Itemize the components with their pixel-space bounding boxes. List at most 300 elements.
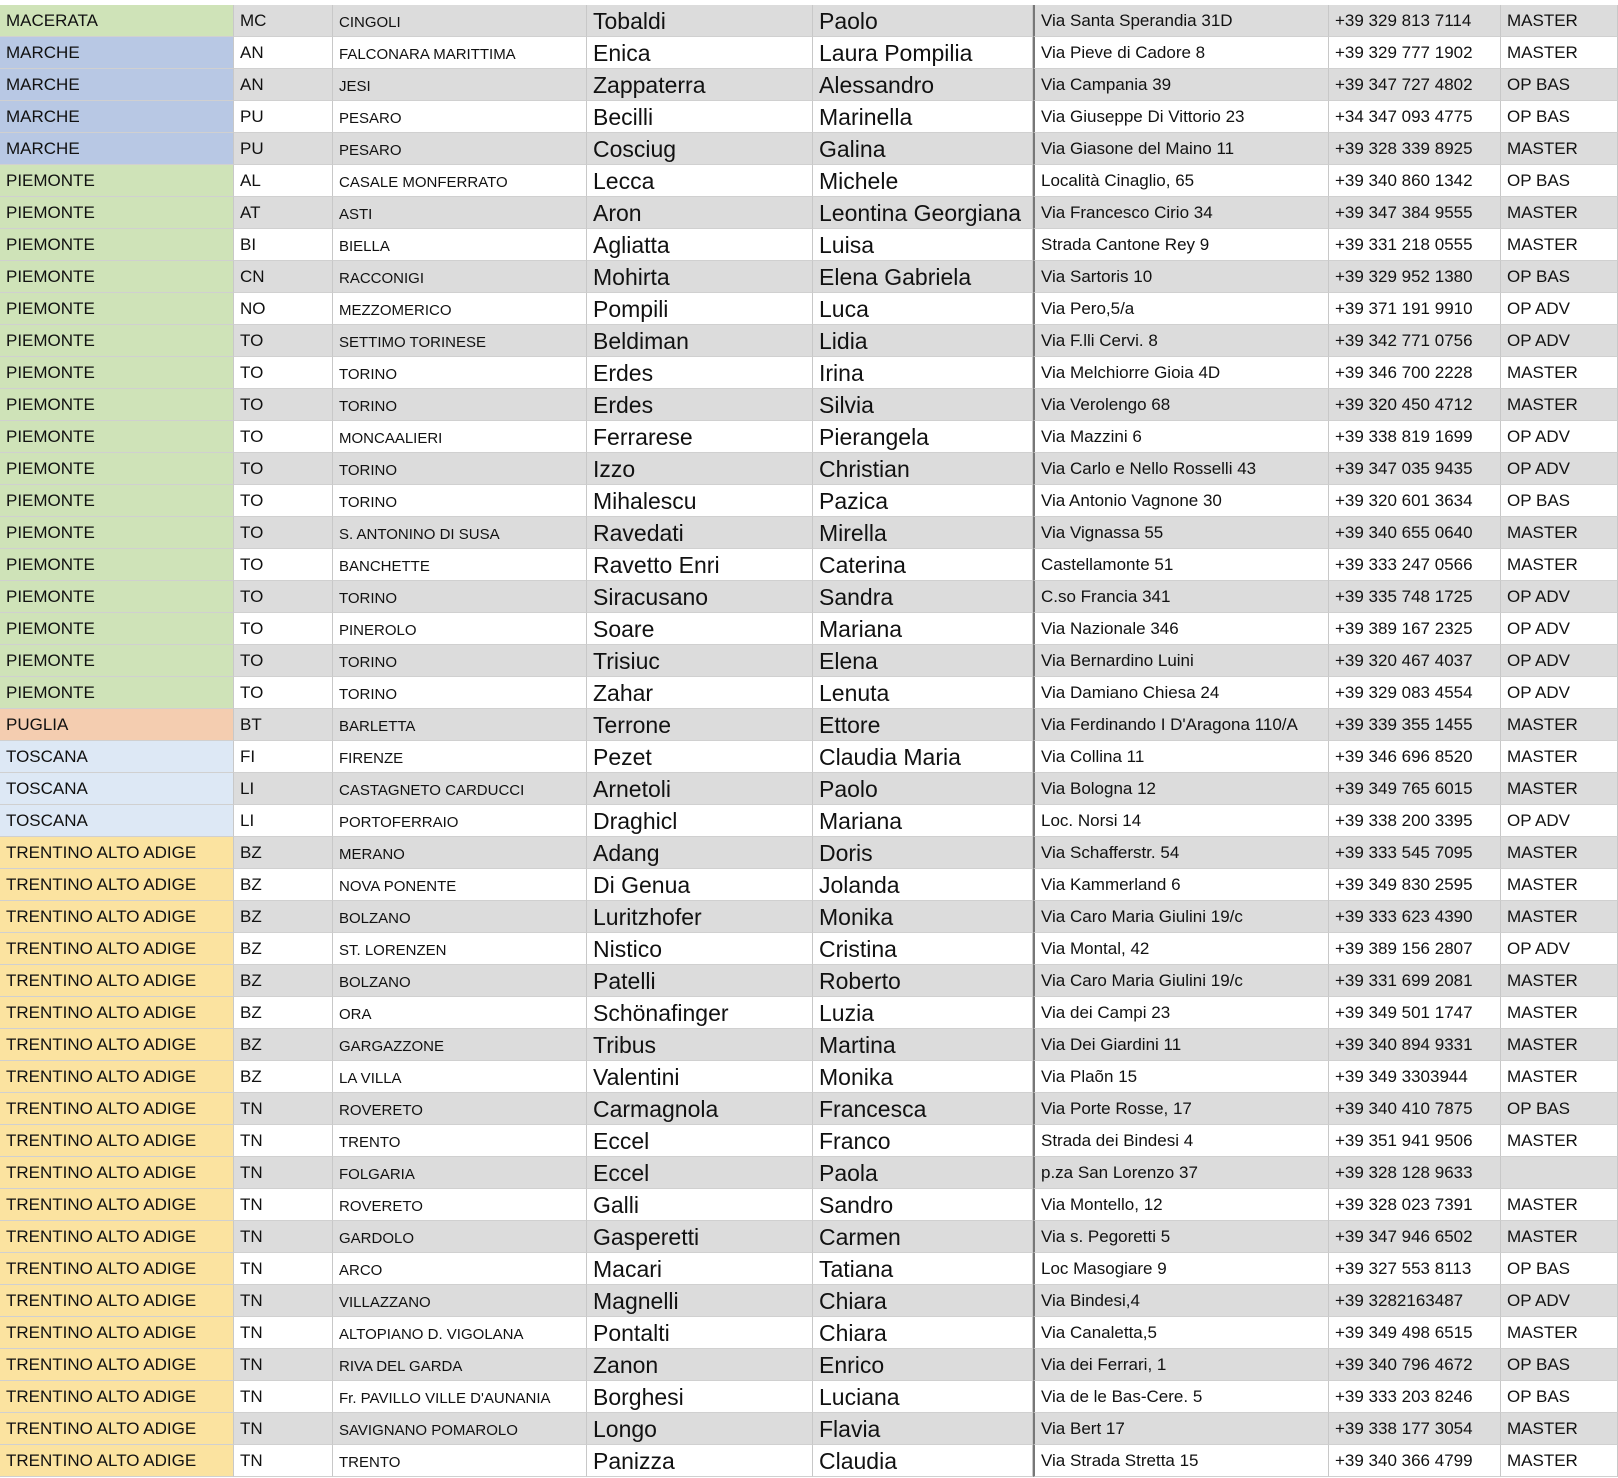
table-row[interactable] xyxy=(0,421,1618,453)
surname-cell[interactable]: Aron xyxy=(587,197,813,229)
address-cell[interactable]: Via Vignassa 55 xyxy=(1033,517,1329,549)
surname-cell[interactable]: Lecca xyxy=(587,165,813,197)
province-cell[interactable]: TN xyxy=(234,1093,333,1125)
region-cell[interactable]: PIEMONTE xyxy=(0,229,234,261)
province-cell[interactable]: BZ xyxy=(234,965,333,997)
address-cell[interactable]: Via Canaletta,5 xyxy=(1033,1317,1329,1349)
address-cell[interactable]: Via Plaõn 15 xyxy=(1033,1061,1329,1093)
surname-cell[interactable]: Erdes xyxy=(587,389,813,421)
level-cell[interactable]: OP ADV xyxy=(1501,1285,1618,1317)
city-cell[interactable]: TORINO xyxy=(333,645,587,677)
province-cell[interactable]: TO xyxy=(234,613,333,645)
first-name-cell[interactable]: Luisa xyxy=(813,229,1033,261)
address-cell[interactable]: Strada dei Bindesi 4 xyxy=(1033,1125,1329,1157)
first-name-cell[interactable]: Laura Pompilia xyxy=(813,37,1033,69)
first-name-cell[interactable]: Enrico xyxy=(813,1349,1033,1381)
table-row[interactable] xyxy=(0,1029,1618,1061)
address-cell[interactable]: Via Nazionale 346 xyxy=(1033,613,1329,645)
level-cell[interactable]: OP BAS xyxy=(1501,1381,1618,1413)
region-cell[interactable]: TRENTINO ALTO ADIGE xyxy=(0,1285,234,1317)
surname-cell[interactable]: Macari xyxy=(587,1253,813,1285)
province-cell[interactable]: TO xyxy=(234,357,333,389)
region-cell[interactable]: MARCHE xyxy=(0,69,234,101)
phone-cell[interactable]: +39 389 167 2325 xyxy=(1329,613,1501,645)
level-cell[interactable]: MASTER xyxy=(1501,357,1618,389)
first-name-cell[interactable]: Jolanda xyxy=(813,869,1033,901)
city-cell[interactable]: CASALE MONFERRATO xyxy=(333,165,587,197)
city-cell[interactable]: TORINO xyxy=(333,453,587,485)
table-row[interactable] xyxy=(0,5,1618,37)
phone-cell[interactable]: +39 333 545 7095 xyxy=(1329,837,1501,869)
table-row[interactable] xyxy=(0,1285,1618,1317)
table-row[interactable] xyxy=(0,1317,1618,1349)
region-cell[interactable]: PIEMONTE xyxy=(0,325,234,357)
city-cell[interactable]: TORINO xyxy=(333,677,587,709)
address-cell[interactable]: Via Bologna 12 xyxy=(1033,773,1329,805)
phone-cell[interactable]: +39 389 156 2807 xyxy=(1329,933,1501,965)
region-cell[interactable]: TRENTINO ALTO ADIGE xyxy=(0,1381,234,1413)
level-cell[interactable]: MASTER xyxy=(1501,709,1618,741)
province-cell[interactable]: TN xyxy=(234,1413,333,1445)
surname-cell[interactable]: Di Genua xyxy=(587,869,813,901)
province-cell[interactable]: TO xyxy=(234,549,333,581)
city-cell[interactable]: GARGAZZONE xyxy=(333,1029,587,1061)
surname-cell[interactable]: Gasperetti xyxy=(587,1221,813,1253)
first-name-cell[interactable]: Claudia Maria xyxy=(813,741,1033,773)
province-cell[interactable]: TN xyxy=(234,1157,333,1189)
surname-cell[interactable]: Zanon xyxy=(587,1349,813,1381)
surname-cell[interactable]: Ravedati xyxy=(587,517,813,549)
phone-cell[interactable]: +39 371 191 9910 xyxy=(1329,293,1501,325)
region-cell[interactable]: PIEMONTE xyxy=(0,197,234,229)
province-cell[interactable]: TO xyxy=(234,677,333,709)
phone-cell[interactable]: +39 338 200 3395 xyxy=(1329,805,1501,837)
surname-cell[interactable]: Becilli xyxy=(587,101,813,133)
level-cell[interactable]: MASTER xyxy=(1501,197,1618,229)
phone-cell[interactable]: +39 320 450 4712 xyxy=(1329,389,1501,421)
phone-cell[interactable]: +39 351 941 9506 xyxy=(1329,1125,1501,1157)
surname-cell[interactable]: Mihalescu xyxy=(587,485,813,517)
region-cell[interactable]: MARCHE xyxy=(0,101,234,133)
level-cell[interactable]: MASTER xyxy=(1501,901,1618,933)
first-name-cell[interactable]: Claudia xyxy=(813,1445,1033,1477)
region-cell[interactable]: MACERATA xyxy=(0,5,234,37)
region-cell[interactable]: PIEMONTE xyxy=(0,645,234,677)
address-cell[interactable]: Località Cinaglio, 65 xyxy=(1033,165,1329,197)
region-cell[interactable]: TRENTINO ALTO ADIGE xyxy=(0,1221,234,1253)
surname-cell[interactable]: Schönafinger xyxy=(587,997,813,1029)
surname-cell[interactable]: Galli xyxy=(587,1189,813,1221)
city-cell[interactable]: JESI xyxy=(333,69,587,101)
address-cell[interactable]: Via F.lli Cervi. 8 xyxy=(1033,325,1329,357)
region-cell[interactable]: TRENTINO ALTO ADIGE xyxy=(0,1413,234,1445)
level-cell[interactable]: OP ADV xyxy=(1501,453,1618,485)
table-row[interactable] xyxy=(0,709,1618,741)
surname-cell[interactable]: Erdes xyxy=(587,357,813,389)
province-cell[interactable]: TO xyxy=(234,485,333,517)
address-cell[interactable]: Via Bindesi,4 xyxy=(1033,1285,1329,1317)
address-cell[interactable]: Castellamonte 51 xyxy=(1033,549,1329,581)
city-cell[interactable]: LA VILLA xyxy=(333,1061,587,1093)
table-row[interactable] xyxy=(0,1253,1618,1285)
address-cell[interactable]: Via Campania 39 xyxy=(1033,69,1329,101)
first-name-cell[interactable]: Irina xyxy=(813,357,1033,389)
surname-cell[interactable]: Panizza xyxy=(587,1445,813,1477)
level-cell[interactable]: OP ADV xyxy=(1501,581,1618,613)
province-cell[interactable]: TN xyxy=(234,1253,333,1285)
address-cell[interactable]: Via Carlo e Nello Rosselli 43 xyxy=(1033,453,1329,485)
province-cell[interactable]: BZ xyxy=(234,1029,333,1061)
city-cell[interactable]: FOLGARIA xyxy=(333,1157,587,1189)
city-cell[interactable]: ARCO xyxy=(333,1253,587,1285)
region-cell[interactable]: MARCHE xyxy=(0,37,234,69)
province-cell[interactable]: AN xyxy=(234,37,333,69)
first-name-cell[interactable]: Elena Gabriela xyxy=(813,261,1033,293)
table-row[interactable] xyxy=(0,869,1618,901)
level-cell[interactable]: MASTER xyxy=(1501,1413,1618,1445)
province-cell[interactable]: TO xyxy=(234,453,333,485)
address-cell[interactable]: Via Bernardino Luini xyxy=(1033,645,1329,677)
address-cell[interactable]: Via Francesco Cirio 34 xyxy=(1033,197,1329,229)
surname-cell[interactable]: Trisiuc xyxy=(587,645,813,677)
surname-cell[interactable]: Pezet xyxy=(587,741,813,773)
table-row[interactable] xyxy=(0,1221,1618,1253)
province-cell[interactable]: TN xyxy=(234,1349,333,1381)
level-cell[interactable]: MASTER xyxy=(1501,773,1618,805)
city-cell[interactable]: NOVA PONENTE xyxy=(333,869,587,901)
level-cell[interactable]: OP BAS xyxy=(1501,485,1618,517)
level-cell[interactable]: MASTER xyxy=(1501,389,1618,421)
address-cell[interactable]: Via Caro Maria Giulini 19/c xyxy=(1033,901,1329,933)
level-cell[interactable]: MASTER xyxy=(1501,741,1618,773)
province-cell[interactable]: PU xyxy=(234,101,333,133)
phone-cell[interactable]: +39 320 467 4037 xyxy=(1329,645,1501,677)
level-cell[interactable]: OP ADV xyxy=(1501,613,1618,645)
first-name-cell[interactable]: Sandro xyxy=(813,1189,1033,1221)
province-cell[interactable]: BT xyxy=(234,709,333,741)
province-cell[interactable]: TN xyxy=(234,1445,333,1477)
table-row[interactable] xyxy=(0,133,1618,165)
phone-cell[interactable]: +39 333 623 4390 xyxy=(1329,901,1501,933)
city-cell[interactable]: TORINO xyxy=(333,485,587,517)
region-cell[interactable]: PIEMONTE xyxy=(0,293,234,325)
level-cell[interactable]: MASTER xyxy=(1501,229,1618,261)
phone-cell[interactable]: +39 329 952 1380 xyxy=(1329,261,1501,293)
city-cell[interactable]: SETTIMO TORINESE xyxy=(333,325,587,357)
province-cell[interactable]: TN xyxy=(234,1221,333,1253)
phone-cell[interactable]: +39 342 771 0756 xyxy=(1329,325,1501,357)
table-row[interactable] xyxy=(0,773,1618,805)
city-cell[interactable]: RACCONIGI xyxy=(333,261,587,293)
phone-cell[interactable]: +39 320 601 3634 xyxy=(1329,485,1501,517)
surname-cell[interactable]: Cosciug xyxy=(587,133,813,165)
phone-cell[interactable]: +39 347 946 6502 xyxy=(1329,1221,1501,1253)
surname-cell[interactable]: Agliatta xyxy=(587,229,813,261)
city-cell[interactable]: ROVERETO xyxy=(333,1189,587,1221)
phone-cell[interactable]: +39 349 501 1747 xyxy=(1329,997,1501,1029)
province-cell[interactable]: AT xyxy=(234,197,333,229)
region-cell[interactable]: TOSCANA xyxy=(0,805,234,837)
city-cell[interactable]: FALCONARA MARITTIMA xyxy=(333,37,587,69)
address-cell[interactable]: Via Montello, 12 xyxy=(1033,1189,1329,1221)
city-cell[interactable]: Fr. PAVILLO VILLE D'AUNANIA xyxy=(333,1381,587,1413)
level-cell[interactable]: OP BAS xyxy=(1501,69,1618,101)
city-cell[interactable]: PESARO xyxy=(333,101,587,133)
table-row[interactable] xyxy=(0,229,1618,261)
table-row[interactable] xyxy=(0,1381,1618,1413)
level-cell[interactable]: MASTER xyxy=(1501,965,1618,997)
first-name-cell[interactable]: Carmen xyxy=(813,1221,1033,1253)
table-row[interactable] xyxy=(0,613,1618,645)
surname-cell[interactable]: Eccel xyxy=(587,1125,813,1157)
level-cell[interactable]: OP ADV xyxy=(1501,805,1618,837)
first-name-cell[interactable]: Paola xyxy=(813,1157,1033,1189)
phone-cell[interactable]: +39 340 894 9331 xyxy=(1329,1029,1501,1061)
first-name-cell[interactable]: Mirella xyxy=(813,517,1033,549)
level-cell[interactable]: OP BAS xyxy=(1501,1349,1618,1381)
province-cell[interactable]: AL xyxy=(234,165,333,197)
level-cell[interactable]: MASTER xyxy=(1501,1189,1618,1221)
table-row[interactable] xyxy=(0,69,1618,101)
city-cell[interactable]: CASTAGNETO CARDUCCI xyxy=(333,773,587,805)
region-cell[interactable]: TRENTINO ALTO ADIGE xyxy=(0,1093,234,1125)
region-cell[interactable]: PIEMONTE xyxy=(0,549,234,581)
address-cell[interactable]: C.so Francia 341 xyxy=(1033,581,1329,613)
phone-cell[interactable]: +39 328 128 9633 xyxy=(1329,1157,1501,1189)
table-row[interactable] xyxy=(0,517,1618,549)
city-cell[interactable]: TORINO xyxy=(333,581,587,613)
first-name-cell[interactable]: Pierangela xyxy=(813,421,1033,453)
phone-cell[interactable]: +39 327 553 8113 xyxy=(1329,1253,1501,1285)
table-row[interactable] xyxy=(0,1125,1618,1157)
surname-cell[interactable]: Draghicl xyxy=(587,805,813,837)
province-cell[interactable]: NO xyxy=(234,293,333,325)
city-cell[interactable]: ASTI xyxy=(333,197,587,229)
city-cell[interactable]: MONCAALIERI xyxy=(333,421,587,453)
first-name-cell[interactable]: Tatiana xyxy=(813,1253,1033,1285)
table-row[interactable] xyxy=(0,357,1618,389)
province-cell[interactable]: BZ xyxy=(234,901,333,933)
address-cell[interactable]: Via Montal, 42 xyxy=(1033,933,1329,965)
city-cell[interactable]: PESARO xyxy=(333,133,587,165)
region-cell[interactable]: TRENTINO ALTO ADIGE xyxy=(0,837,234,869)
province-cell[interactable]: TN xyxy=(234,1189,333,1221)
address-cell[interactable]: Via Giuseppe Di Vittorio 23 xyxy=(1033,101,1329,133)
table-row[interactable] xyxy=(0,261,1618,293)
province-cell[interactable]: TO xyxy=(234,389,333,421)
phone-cell[interactable]: +39 347 384 9555 xyxy=(1329,197,1501,229)
region-cell[interactable]: TRENTINO ALTO ADIGE xyxy=(0,1253,234,1285)
surname-cell[interactable]: Beldiman xyxy=(587,325,813,357)
phone-cell[interactable]: +39 346 700 2228 xyxy=(1329,357,1501,389)
first-name-cell[interactable]: Martina xyxy=(813,1029,1033,1061)
region-cell[interactable]: PIEMONTE xyxy=(0,613,234,645)
region-cell[interactable]: TOSCANA xyxy=(0,773,234,805)
province-cell[interactable]: BZ xyxy=(234,869,333,901)
region-cell[interactable]: PIEMONTE xyxy=(0,453,234,485)
province-cell[interactable]: TN xyxy=(234,1285,333,1317)
table-row[interactable] xyxy=(0,805,1618,837)
level-cell[interactable]: MASTER xyxy=(1501,1221,1618,1253)
province-cell[interactable]: BI xyxy=(234,229,333,261)
level-cell[interactable]: MASTER xyxy=(1501,837,1618,869)
region-cell[interactable]: TOSCANA xyxy=(0,741,234,773)
surname-cell[interactable]: Enica xyxy=(587,37,813,69)
phone-cell[interactable]: +39 346 696 8520 xyxy=(1329,741,1501,773)
address-cell[interactable]: Via Sartoris 10 xyxy=(1033,261,1329,293)
first-name-cell[interactable]: Lenuta xyxy=(813,677,1033,709)
phone-cell[interactable]: +39 349 498 6515 xyxy=(1329,1317,1501,1349)
phone-cell[interactable]: +39 331 218 0555 xyxy=(1329,229,1501,261)
province-cell[interactable]: BZ xyxy=(234,933,333,965)
table-row[interactable] xyxy=(0,453,1618,485)
phone-cell[interactable]: +39 328 339 8925 xyxy=(1329,133,1501,165)
first-name-cell[interactable]: Caterina xyxy=(813,549,1033,581)
surname-cell[interactable]: Zappaterra xyxy=(587,69,813,101)
first-name-cell[interactable]: Ettore xyxy=(813,709,1033,741)
level-cell[interactable]: MASTER xyxy=(1501,517,1618,549)
region-cell[interactable]: PIEMONTE xyxy=(0,517,234,549)
surname-cell[interactable]: Luritzhofer xyxy=(587,901,813,933)
province-cell[interactable]: TN xyxy=(234,1125,333,1157)
table-row[interactable] xyxy=(0,1157,1618,1189)
table-row[interactable] xyxy=(0,389,1618,421)
province-cell[interactable]: CN xyxy=(234,261,333,293)
city-cell[interactable]: MERANO xyxy=(333,837,587,869)
address-cell[interactable]: Via Collina 11 xyxy=(1033,741,1329,773)
first-name-cell[interactable]: Flavia xyxy=(813,1413,1033,1445)
level-cell[interactable]: OP ADV xyxy=(1501,933,1618,965)
province-cell[interactable]: TO xyxy=(234,645,333,677)
table-row[interactable] xyxy=(0,1445,1618,1477)
phone-cell[interactable]: +39 340 366 4799 xyxy=(1329,1445,1501,1477)
region-cell[interactable]: PIEMONTE xyxy=(0,261,234,293)
province-cell[interactable]: BZ xyxy=(234,837,333,869)
city-cell[interactable]: ROVERETO xyxy=(333,1093,587,1125)
first-name-cell[interactable]: Lidia xyxy=(813,325,1033,357)
city-cell[interactable]: S. ANTONINO DI SUSA xyxy=(333,517,587,549)
level-cell[interactable]: OP BAS xyxy=(1501,1253,1618,1285)
surname-cell[interactable]: Ferrarese xyxy=(587,421,813,453)
phone-cell[interactable]: +39 328 023 7391 xyxy=(1329,1189,1501,1221)
first-name-cell[interactable]: Francesca xyxy=(813,1093,1033,1125)
phone-cell[interactable]: +39 340 410 7875 xyxy=(1329,1093,1501,1125)
surname-cell[interactable]: Siracusano xyxy=(587,581,813,613)
first-name-cell[interactable]: Mariana xyxy=(813,805,1033,837)
province-cell[interactable]: FI xyxy=(234,741,333,773)
surname-cell[interactable]: Izzo xyxy=(587,453,813,485)
phone-cell[interactable]: +39 340 860 1342 xyxy=(1329,165,1501,197)
level-cell[interactable]: OP BAS xyxy=(1501,1093,1618,1125)
region-cell[interactable]: TRENTINO ALTO ADIGE xyxy=(0,901,234,933)
address-cell[interactable]: Via Porte Rosse, 17 xyxy=(1033,1093,1329,1125)
level-cell[interactable]: MASTER xyxy=(1501,549,1618,581)
table-row[interactable] xyxy=(0,901,1618,933)
level-cell[interactable]: OP ADV xyxy=(1501,645,1618,677)
province-cell[interactable]: TO xyxy=(234,581,333,613)
city-cell[interactable]: MEZZOMERICO xyxy=(333,293,587,325)
region-cell[interactable]: PIEMONTE xyxy=(0,389,234,421)
address-cell[interactable]: Via de le Bas-Cere. 5 xyxy=(1033,1381,1329,1413)
table-row[interactable] xyxy=(0,1349,1618,1381)
region-cell[interactable]: TRENTINO ALTO ADIGE xyxy=(0,1445,234,1477)
first-name-cell[interactable]: Pazica xyxy=(813,485,1033,517)
region-cell[interactable]: TRENTINO ALTO ADIGE xyxy=(0,1189,234,1221)
address-cell[interactable]: Strada Cantone Rey 9 xyxy=(1033,229,1329,261)
surname-cell[interactable]: Borghesi xyxy=(587,1381,813,1413)
region-cell[interactable]: TRENTINO ALTO ADIGE xyxy=(0,1349,234,1381)
first-name-cell[interactable]: Marinella xyxy=(813,101,1033,133)
first-name-cell[interactable]: Roberto xyxy=(813,965,1033,997)
city-cell[interactable]: RIVA DEL GARDA xyxy=(333,1349,587,1381)
first-name-cell[interactable]: Silvia xyxy=(813,389,1033,421)
phone-cell[interactable]: +39 329 777 1902 xyxy=(1329,37,1501,69)
surname-cell[interactable]: Adang xyxy=(587,837,813,869)
surname-cell[interactable]: Arnetoli xyxy=(587,773,813,805)
first-name-cell[interactable]: Galina xyxy=(813,133,1033,165)
address-cell[interactable]: Loc Masogiare 9 xyxy=(1033,1253,1329,1285)
level-cell[interactable]: MASTER xyxy=(1501,133,1618,165)
province-cell[interactable]: LI xyxy=(234,805,333,837)
province-cell[interactable]: PU xyxy=(234,133,333,165)
surname-cell[interactable]: Tobaldi xyxy=(587,5,813,37)
table-row[interactable] xyxy=(0,293,1618,325)
surname-cell[interactable]: Eccel xyxy=(587,1157,813,1189)
address-cell[interactable]: Loc. Norsi 14 xyxy=(1033,805,1329,837)
first-name-cell[interactable]: Paolo xyxy=(813,5,1033,37)
province-cell[interactable]: MC xyxy=(234,5,333,37)
phone-cell[interactable]: +39 347 035 9435 xyxy=(1329,453,1501,485)
region-cell[interactable]: TRENTINO ALTO ADIGE xyxy=(0,1125,234,1157)
table-row[interactable] xyxy=(0,101,1618,133)
first-name-cell[interactable]: Leontina Georgiana xyxy=(813,197,1033,229)
region-cell[interactable]: TRENTINO ALTO ADIGE xyxy=(0,997,234,1029)
address-cell[interactable]: Via s. Pegoretti 5 xyxy=(1033,1221,1329,1253)
city-cell[interactable]: BIELLA xyxy=(333,229,587,261)
city-cell[interactable]: PINEROLO xyxy=(333,613,587,645)
address-cell[interactable]: Via Mazzini 6 xyxy=(1033,421,1329,453)
level-cell[interactable]: MASTER xyxy=(1501,869,1618,901)
address-cell[interactable]: Via Kammerland 6 xyxy=(1033,869,1329,901)
first-name-cell[interactable]: Paolo xyxy=(813,773,1033,805)
address-cell[interactable]: Via dei Ferrari, 1 xyxy=(1033,1349,1329,1381)
level-cell[interactable]: MASTER xyxy=(1501,37,1618,69)
city-cell[interactable]: CINGOLI xyxy=(333,5,587,37)
region-cell[interactable]: TRENTINO ALTO ADIGE xyxy=(0,933,234,965)
address-cell[interactable]: Via Verolengo 68 xyxy=(1033,389,1329,421)
table-row[interactable] xyxy=(0,581,1618,613)
address-cell[interactable]: Via Strada Stretta 15 xyxy=(1033,1445,1329,1477)
city-cell[interactable]: FIRENZE xyxy=(333,741,587,773)
phone-cell[interactable]: +34 347 093 4775 xyxy=(1329,101,1501,133)
region-cell[interactable]: PUGLIA xyxy=(0,709,234,741)
address-cell[interactable]: Via Giasone del Maino 11 xyxy=(1033,133,1329,165)
table-row[interactable] xyxy=(0,837,1618,869)
first-name-cell[interactable]: Michele xyxy=(813,165,1033,197)
region-cell[interactable]: PIEMONTE xyxy=(0,357,234,389)
surname-cell[interactable]: Mohirta xyxy=(587,261,813,293)
region-cell[interactable]: PIEMONTE xyxy=(0,421,234,453)
province-cell[interactable]: AN xyxy=(234,69,333,101)
level-cell[interactable]: MASTER xyxy=(1501,1445,1618,1477)
table-row[interactable] xyxy=(0,645,1618,677)
province-cell[interactable]: TN xyxy=(234,1381,333,1413)
table-row[interactable] xyxy=(0,1189,1618,1221)
surname-cell[interactable]: Pompili xyxy=(587,293,813,325)
address-cell[interactable]: Via Bert 17 xyxy=(1033,1413,1329,1445)
phone-cell[interactable]: +39 340 796 4672 xyxy=(1329,1349,1501,1381)
table-row[interactable] xyxy=(0,325,1618,357)
